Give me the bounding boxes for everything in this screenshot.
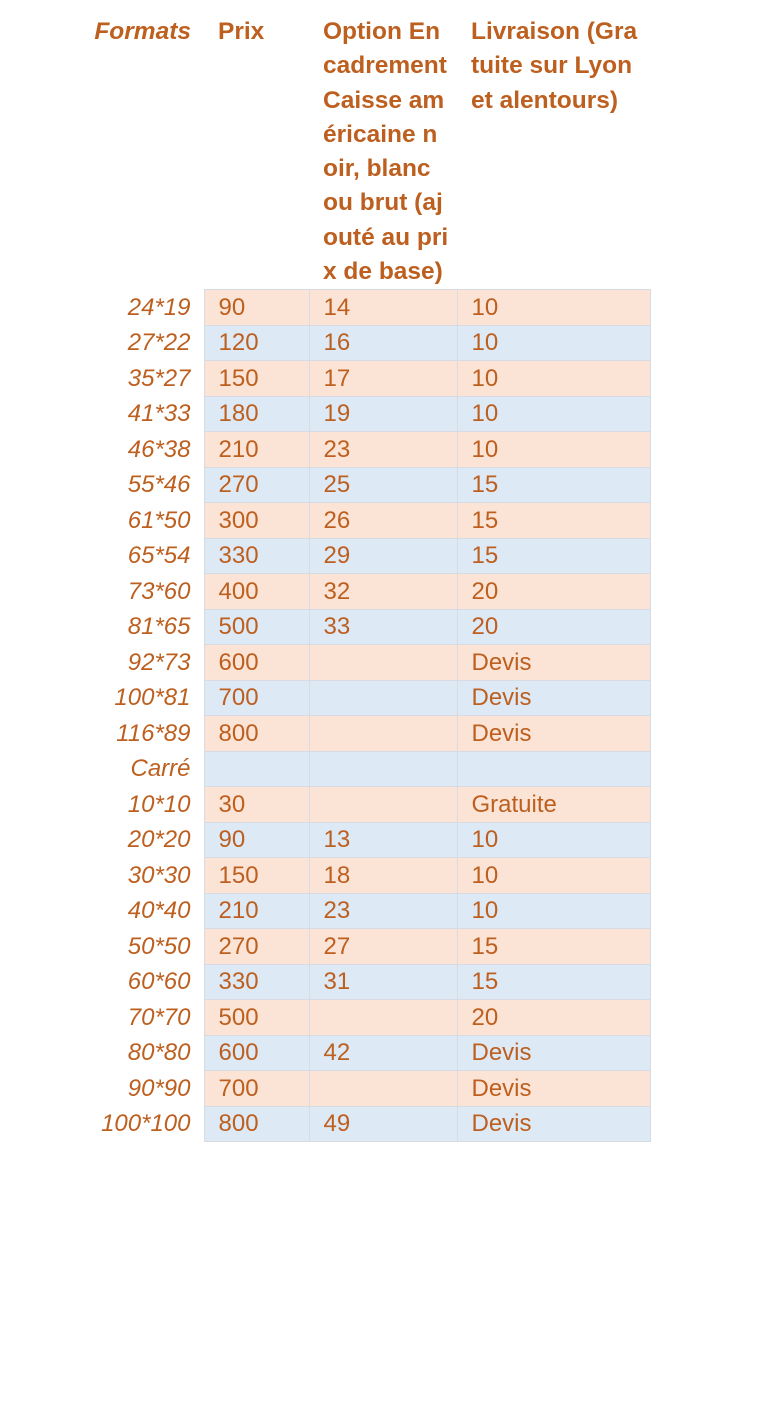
table-row xyxy=(88,538,650,574)
format-cell: 81*65 xyxy=(127,613,191,641)
format-cell: 46*38 xyxy=(127,435,191,463)
table-row xyxy=(88,716,650,752)
prix-cell: 270 xyxy=(204,467,309,503)
format-cell: 10*10 xyxy=(127,790,191,818)
table-row xyxy=(88,432,650,468)
table-row xyxy=(88,396,650,432)
option-cell: 29 xyxy=(309,538,457,574)
option-cell xyxy=(309,1071,457,1107)
format-cell: 73*60 xyxy=(127,577,191,605)
table-row xyxy=(88,503,650,539)
prix-cell: 270 xyxy=(204,929,309,965)
table-row xyxy=(88,1000,650,1036)
livraison-cell: Devis xyxy=(457,1035,650,1071)
option-cell: 27 xyxy=(309,929,457,965)
prix-cell: 150 xyxy=(204,858,309,894)
format-cell: 35*27 xyxy=(127,364,191,392)
prix-cell: 330 xyxy=(204,964,309,1000)
price-table xyxy=(88,14,651,1142)
format-cell: Carré xyxy=(130,755,191,783)
header-livraison: Livraison (Gratuite sur Lyon et alentours) xyxy=(471,18,638,114)
livraison-cell: 15 xyxy=(457,467,650,503)
table-row xyxy=(88,645,650,681)
table-row xyxy=(88,787,650,823)
format-cell: 116*89 xyxy=(116,719,191,747)
header-option: Option Encadrement Caisse américaine noir, blanc ou brut (ajouté au prix de base) xyxy=(323,18,449,286)
livraison-cell: 10 xyxy=(457,432,650,468)
livraison-cell: 10 xyxy=(457,396,650,432)
format-cell: 65*54 xyxy=(127,542,191,570)
format-cell: 100*81 xyxy=(114,684,191,712)
option-cell: 18 xyxy=(309,858,457,894)
prix-cell: 210 xyxy=(204,432,309,468)
prix-cell: 700 xyxy=(204,680,309,716)
format-cell: 61*50 xyxy=(127,506,191,534)
prix-cell: 300 xyxy=(204,503,309,539)
prix-cell: 90 xyxy=(204,822,309,858)
option-cell xyxy=(309,1000,457,1036)
format-cell: 100*100 xyxy=(101,1110,191,1138)
format-cell: 41*33 xyxy=(127,400,191,428)
table-row xyxy=(88,1106,650,1142)
livraison-cell: Devis xyxy=(457,645,650,681)
option-cell: 42 xyxy=(309,1035,457,1071)
table-body xyxy=(88,290,650,1142)
table-row xyxy=(88,822,650,858)
format-cell: 27*22 xyxy=(127,329,191,357)
format-cell: 55*46 xyxy=(127,471,191,499)
option-cell xyxy=(309,716,457,752)
option-cell: 14 xyxy=(309,290,457,326)
livraison-cell: Gratuite xyxy=(457,787,650,823)
option-cell: 32 xyxy=(309,574,457,610)
livraison-cell: 10 xyxy=(457,361,650,397)
format-cell: 70*70 xyxy=(127,1003,191,1031)
livraison-cell: 10 xyxy=(457,290,650,326)
option-cell: 49 xyxy=(309,1106,457,1142)
prix-cell: 600 xyxy=(204,1035,309,1071)
format-cell: 20*20 xyxy=(127,826,191,854)
prix-cell: 210 xyxy=(204,893,309,929)
option-cell: 23 xyxy=(309,432,457,468)
table-row xyxy=(88,893,650,929)
header-row xyxy=(88,14,650,290)
table-row xyxy=(88,964,650,1000)
prix-cell: 120 xyxy=(204,325,309,361)
format-cell: 60*60 xyxy=(127,968,191,996)
option-cell: 33 xyxy=(309,609,457,645)
option-cell xyxy=(309,787,457,823)
table-row xyxy=(88,467,650,503)
header-formats: Formats xyxy=(94,18,191,45)
livraison-cell: 15 xyxy=(457,503,650,539)
table-row xyxy=(88,751,650,787)
livraison-cell: 15 xyxy=(457,964,650,1000)
table-row xyxy=(88,1071,650,1107)
prix-cell: 30 xyxy=(204,787,309,823)
livraison-cell: 10 xyxy=(457,893,650,929)
table-row xyxy=(88,680,650,716)
format-cell: 24*19 xyxy=(127,293,191,321)
prix-cell: 150 xyxy=(204,361,309,397)
format-cell: 80*80 xyxy=(127,1039,191,1067)
livraison-cell: Devis xyxy=(457,716,650,752)
livraison-cell: 20 xyxy=(457,1000,650,1036)
prix-cell: 90 xyxy=(204,290,309,326)
option-cell xyxy=(309,751,457,787)
livraison-cell: Devis xyxy=(457,1071,650,1107)
format-cell: 50*50 xyxy=(127,932,191,960)
format-cell: 40*40 xyxy=(127,897,191,925)
table-row xyxy=(88,325,650,361)
livraison-cell: Devis xyxy=(457,680,650,716)
option-cell: 13 xyxy=(309,822,457,858)
livraison-cell: 10 xyxy=(457,325,650,361)
prix-cell: 800 xyxy=(204,1106,309,1142)
option-cell: 23 xyxy=(309,893,457,929)
table-row xyxy=(88,609,650,645)
table-row xyxy=(88,574,650,610)
option-cell: 26 xyxy=(309,503,457,539)
format-cell: 30*30 xyxy=(127,861,191,889)
livraison-cell: Devis xyxy=(457,1106,650,1142)
livraison-cell: 15 xyxy=(457,929,650,965)
livraison-cell: 10 xyxy=(457,858,650,894)
livraison-cell xyxy=(457,751,650,787)
format-cell: 90*90 xyxy=(127,1074,191,1102)
livraison-cell: 20 xyxy=(457,574,650,610)
table-row xyxy=(88,858,650,894)
prix-cell: 500 xyxy=(204,609,309,645)
header-prix: Prix xyxy=(218,18,265,45)
prix-cell: 700 xyxy=(204,1071,309,1107)
prix-cell: 330 xyxy=(204,538,309,574)
prix-cell: 180 xyxy=(204,396,309,432)
livraison-cell: 20 xyxy=(457,609,650,645)
option-cell xyxy=(309,645,457,681)
table-row xyxy=(88,361,650,397)
prix-cell: 600 xyxy=(204,645,309,681)
prix-cell: 400 xyxy=(204,574,309,610)
option-cell: 17 xyxy=(309,361,457,397)
table-row xyxy=(88,290,650,326)
option-cell: 19 xyxy=(309,396,457,432)
prix-cell xyxy=(204,751,309,787)
prix-cell: 800 xyxy=(204,716,309,752)
prix-cell: 500 xyxy=(204,1000,309,1036)
option-cell xyxy=(309,680,457,716)
livraison-cell: 15 xyxy=(457,538,650,574)
option-cell: 31 xyxy=(309,964,457,1000)
option-cell: 16 xyxy=(309,325,457,361)
livraison-cell: 10 xyxy=(457,822,650,858)
table-row xyxy=(88,1035,650,1071)
option-cell: 25 xyxy=(309,467,457,503)
table-row xyxy=(88,929,650,965)
format-cell: 92*73 xyxy=(127,648,191,676)
